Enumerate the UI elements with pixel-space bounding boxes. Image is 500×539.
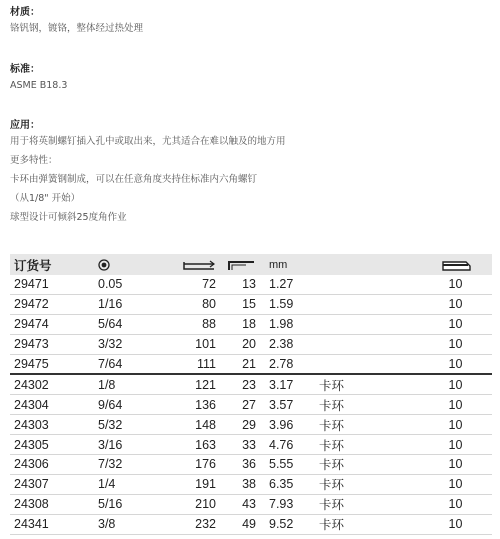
package-header <box>359 254 492 275</box>
note-cell: 卡环 <box>319 435 359 455</box>
order-number-cell: 29475 <box>10 354 74 374</box>
note-cell: 卡环 <box>319 455 359 475</box>
size-header <box>74 254 168 275</box>
order-number-cell: 24307 <box>10 474 74 494</box>
application-section <box>10 116 286 227</box>
table-row <box>10 354 492 374</box>
note-cell <box>319 334 359 354</box>
blade-length-cell: 29 <box>216 415 256 435</box>
order-number-cell: 24302 <box>10 374 74 394</box>
package-qty-cell: 10 <box>359 415 492 435</box>
length-cell: 136 <box>168 395 216 415</box>
product-table <box>10 254 492 535</box>
mm-cell: 1.59 <box>256 294 319 314</box>
order-number-cell: 29472 <box>10 294 74 314</box>
size-cell: 5/16 <box>74 494 168 514</box>
length-cell: 210 <box>168 494 216 514</box>
size-cell: 7/32 <box>74 455 168 475</box>
order-number-cell: 29474 <box>10 314 74 334</box>
table-row <box>10 314 492 334</box>
blade-length-cell: 23 <box>216 374 256 394</box>
size-cell: 5/64 <box>74 314 168 334</box>
note-header <box>319 254 359 275</box>
package-qty-cell: 10 <box>359 474 492 494</box>
blade-length-cell: 27 <box>216 395 256 415</box>
length-arrow-icon <box>182 259 216 271</box>
length-cell: 191 <box>168 474 216 494</box>
mm-cell: 6.35 <box>256 474 319 494</box>
package-qty-cell: 10 <box>359 435 492 455</box>
order-number-cell: 24304 <box>10 395 74 415</box>
length-cell: 80 <box>168 294 216 314</box>
package-qty-cell: 10 <box>359 275 492 294</box>
package-qty-cell: 10 <box>359 374 492 394</box>
size-cell: 3/32 <box>74 334 168 354</box>
mm-cell: 1.27 <box>256 275 319 294</box>
length-cell: 176 <box>168 455 216 475</box>
size-cell: 0.05 <box>74 275 168 294</box>
table-body <box>10 275 492 534</box>
length-cell: 101 <box>168 334 216 354</box>
size-cell: 3/16 <box>74 435 168 455</box>
standard-section <box>10 60 67 95</box>
table-row <box>10 474 492 494</box>
mm-cell: 9.52 <box>256 514 319 534</box>
mm-cell: 2.38 <box>256 334 319 354</box>
size-cell: 1/4 <box>74 474 168 494</box>
mm-cell: 7.93 <box>256 494 319 514</box>
package-qty-cell: 10 <box>359 314 492 334</box>
table-row <box>10 294 492 314</box>
application-line: 卡环由弹簧钢制成，可以在任意角度夹持住标准内六角螺钉 <box>10 174 258 185</box>
package-qty-cell: 10 <box>359 514 492 534</box>
order-number-cell: 24306 <box>10 455 74 475</box>
table-row <box>10 455 492 475</box>
table-row <box>10 494 492 514</box>
note-cell: 卡环 <box>319 395 359 415</box>
size-cell: 3/8 <box>74 514 168 534</box>
package-qty-cell: 10 <box>359 334 492 354</box>
order-number-cell: 24341 <box>10 514 74 534</box>
package-icon <box>440 259 472 271</box>
table-row <box>10 395 492 415</box>
mm-cell: 3.57 <box>256 395 319 415</box>
mm-cell: 2.78 <box>256 354 319 374</box>
length-header <box>168 254 216 275</box>
table-row <box>10 275 492 294</box>
order-number-header: 订货号 <box>10 254 74 275</box>
application-heading: 应用： <box>10 120 40 131</box>
note-cell <box>319 294 359 314</box>
note-cell: 卡环 <box>319 374 359 394</box>
table-header-row <box>10 254 492 275</box>
length-cell: 121 <box>168 374 216 394</box>
note-cell: 卡环 <box>319 514 359 534</box>
order-number-cell: 29473 <box>10 334 74 354</box>
size-cell: 5/32 <box>74 415 168 435</box>
package-qty-cell: 10 <box>359 395 492 415</box>
mm-header: mm <box>256 254 319 275</box>
note-cell <box>319 354 359 374</box>
mm-cell: 3.96 <box>256 415 319 435</box>
note-cell: 卡环 <box>319 415 359 435</box>
order-number-cell: 24303 <box>10 415 74 435</box>
blade-length-icon <box>226 259 256 271</box>
size-symbol-icon <box>98 259 110 271</box>
package-qty-cell: 10 <box>359 494 492 514</box>
size-cell: 7/64 <box>74 354 168 374</box>
material-heading: 材质： <box>10 7 40 18</box>
note-cell: 卡环 <box>319 494 359 514</box>
length-cell: 148 <box>168 415 216 435</box>
package-qty-cell: 10 <box>359 294 492 314</box>
mm-cell: 3.17 <box>256 374 319 394</box>
table-row <box>10 334 492 354</box>
length-cell: 88 <box>168 314 216 334</box>
material-section <box>10 3 143 38</box>
blade-length-cell: 20 <box>216 334 256 354</box>
table-row <box>10 514 492 534</box>
note-cell <box>319 275 359 294</box>
blade-length-cell: 21 <box>216 354 256 374</box>
blade-length-cell: 38 <box>216 474 256 494</box>
size-cell: 9/64 <box>74 395 168 415</box>
blade-length-cell: 33 <box>216 435 256 455</box>
size-cell: 1/16 <box>74 294 168 314</box>
length-cell: 163 <box>168 435 216 455</box>
application-line: 用于将英制螺钉插入孔中或取出来，尤其适合在难以触及的地方用 <box>10 136 286 147</box>
package-qty-cell: 10 <box>359 354 492 374</box>
mm-cell: 5.55 <box>256 455 319 475</box>
table-row <box>10 435 492 455</box>
application-text <box>10 132 286 227</box>
length-cell: 72 <box>168 275 216 294</box>
mm-cell: 4.76 <box>256 435 319 455</box>
blade-length-cell: 13 <box>216 275 256 294</box>
blade-length-cell: 36 <box>216 455 256 475</box>
note-cell: 卡环 <box>319 474 359 494</box>
order-number-cell: 29471 <box>10 275 74 294</box>
material-text: 铬钒钢，镀铬，整体经过热处理 <box>10 23 144 34</box>
package-qty-cell: 10 <box>359 455 492 475</box>
blade-length-cell: 15 <box>216 294 256 314</box>
order-number-cell: 24308 <box>10 494 74 514</box>
blade-length-cell: 43 <box>216 494 256 514</box>
table-row <box>10 374 492 394</box>
length-cell: 232 <box>168 514 216 534</box>
table-row <box>10 415 492 435</box>
standard-text: ASME B18.3 <box>10 80 68 91</box>
blade-length-cell: 18 <box>216 314 256 334</box>
application-line: （从1/8" 开始） <box>10 193 81 204</box>
standard-heading: 标准： <box>10 64 40 75</box>
note-cell <box>319 314 359 334</box>
application-line: 球型设计可倾斜25度角作业 <box>10 212 127 223</box>
order-number-cell: 24305 <box>10 435 74 455</box>
application-line: 更多特性： <box>10 155 58 166</box>
mm-cell: 1.98 <box>256 314 319 334</box>
blade-length-cell: 49 <box>216 514 256 534</box>
size-cell: 1/8 <box>74 374 168 394</box>
blade-length-header <box>216 254 256 275</box>
length-cell: 111 <box>168 354 216 374</box>
